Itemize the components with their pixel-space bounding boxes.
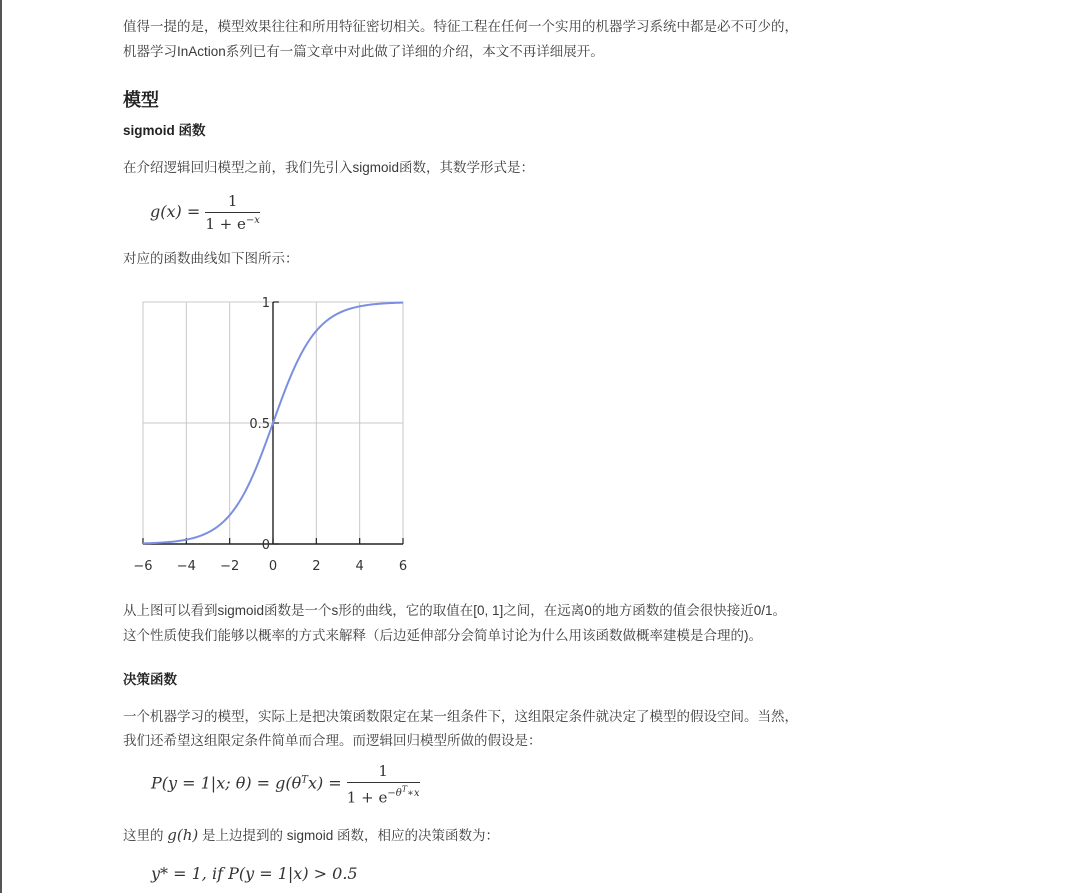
x-tick-label: −6 — [133, 559, 153, 574]
sigmoid-formula — [150, 192, 260, 233]
sigmoid-intro-text: 在介绍逻辑回归模型之前，我们先引入sigmoid函数，其数学形式是： — [123, 160, 535, 175]
sigmoid-fraction — [205, 192, 260, 233]
section-title-model: 模型 — [123, 90, 159, 110]
decision-line-3-math: g(h) — [167, 826, 199, 844]
sigmoid-denominator-base: 1 + e — [205, 215, 246, 233]
hypothesis-denominator — [347, 783, 420, 806]
sigmoid-numerator: 1 — [205, 192, 260, 213]
hypothesis-exponent-tail: ∗x — [407, 788, 420, 800]
sigmoid-chart — [133, 288, 423, 583]
sigmoid-denominator — [205, 213, 260, 233]
x-tick-label: −2 — [220, 559, 240, 574]
hypothesis-exponent — [387, 785, 420, 800]
decision-line-3-pre: 这里的 — [123, 828, 164, 843]
hypothesis-lhs-tail: x) = — [307, 773, 342, 793]
hypothesis-exponent-theta: −θ — [387, 788, 402, 800]
intro-line-2: 机器学习InAction系列已有一篇文章中对此做了详细的介绍，本文不再详细展开。 — [123, 44, 604, 59]
x-tick-label: 2 — [312, 559, 321, 574]
x-tick-label: 6 — [398, 559, 408, 574]
hypothesis-formula — [151, 762, 420, 806]
after-chart-line-1: 从上图可以看到sigmoid函数是一个s形的曲线，它的取值在[0, 1]之间，在远离0的地方函数的值会很快接近0/1。 — [123, 603, 787, 618]
x-tick-label: −4 — [176, 559, 196, 574]
y-tick-label: 0 — [261, 538, 270, 553]
subsection-title-decision: 决策函数 — [123, 672, 177, 687]
hypothesis-fraction — [347, 762, 420, 806]
y-tick-label: 1 — [261, 296, 270, 311]
sigmoid-exponent: −x — [245, 215, 260, 226]
subsection-title-sigmoid: sigmoid 函数 — [123, 123, 206, 138]
decision-line-3-post: 是上边提到的 sigmoid 函数，相应的决策函数为： — [202, 828, 500, 843]
decision-rule-formula: y* = 1, if P(y = 1|x) > 0.5 — [151, 864, 358, 883]
x-tick-label: 4 — [355, 559, 364, 574]
sigmoid-formula-lhs: g(x) = — [150, 202, 201, 221]
x-tick-label: 0 — [268, 559, 278, 574]
decision-line-2: 我们还希望这组限定条件简单而合理。而逻辑回归模型所做的假设是： — [123, 733, 542, 748]
hypothesis-denominator-base: 1 + e — [346, 788, 388, 807]
hypothesis-lhs: P(y = 1|x; θ) = g(θ — [151, 773, 302, 793]
y-tick-label: 0.5 — [249, 417, 270, 432]
hypothesis-numerator: 1 — [347, 762, 420, 783]
decision-line-3 — [123, 823, 499, 848]
chart-tick-labels — [133, 296, 407, 574]
after-chart-line-2: 这个性质使我们能够以概率的方式来解释（后边延伸部分会简单讨论为什么用该函数做概率建模是合理的)。 — [123, 628, 762, 643]
hypothesis-lhs-sup: T — [301, 774, 308, 786]
hypothesis-exponent-sup: T — [401, 785, 408, 794]
curve-caption: 对应的函数曲线如下图所示： — [123, 251, 299, 266]
decision-line-1: 一个机器学习的模型，实际上是把决策函数限定在某一组条件下，这组限定条件就决定了模型的假设空间。当然， — [123, 709, 798, 724]
left-border — [0, 0, 2, 893]
intro-line-1: 值得一提的是，模型效果往往和所用特征密切相关。特征工程在任何一个实用的机器学习系统中都是必不可少的， — [123, 19, 798, 34]
